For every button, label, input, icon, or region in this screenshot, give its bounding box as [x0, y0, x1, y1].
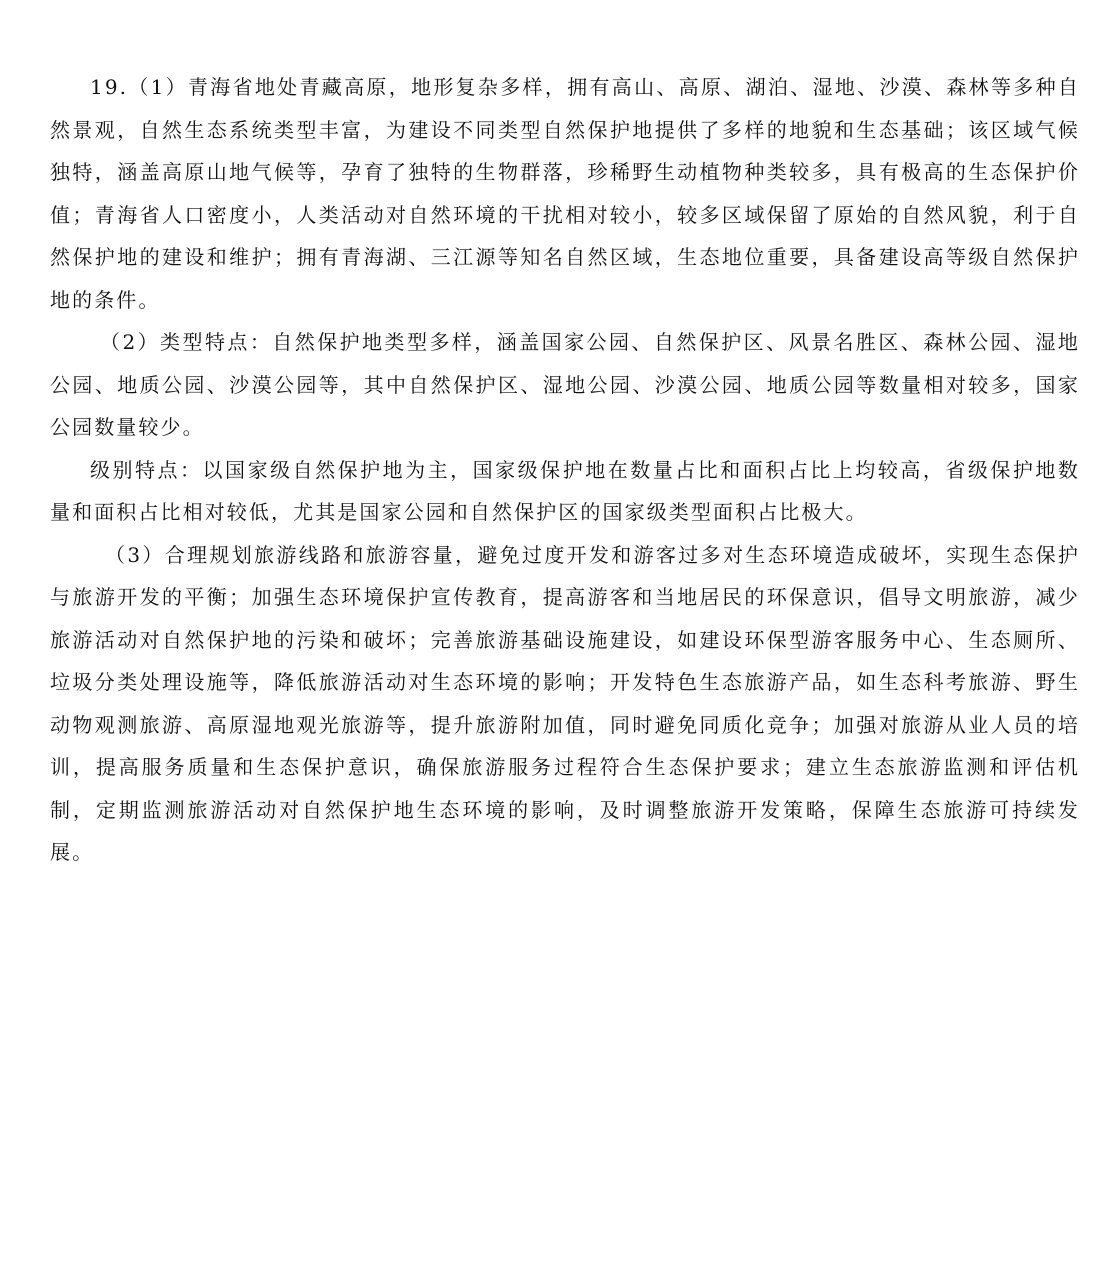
answer-q19-part3: （3）合理规划旅游线路和旅游容量，避免过度开发和游客过多对生态环境造成破坏，实现生态保护与旅游开发的平衡；加强生态环境保护宣传教育，提高游客和当地居民的环保意识，倡导文明旅游，减少旅游活动对自然保护地的污染和破坏；完善旅游基础设施建设，如建设环保型游客服务中心、生态厕所、垃圾分类处理设施等，降低旅游活动对生态环境的影响；开发特色生态旅游产品，如生态科考旅游、野生动物观测旅游、高原湿地观光旅游等，提升旅游附加值，同时避免同质化竞争；加强对旅游从业人员的培训，提高服务质量和生态保护意识，确保旅游服务过程符合生态保护要求；建立生态旅游监测和评估机制，定期监测旅游活动对自然保护地生态环境的影响，及时调整旅游开发策略，保障生态旅游可持续发展。 — [50, 542, 1080, 864]
answer-document — [50, 66, 1080, 874]
answer-q19-part2-level: 级别特点：以国家级自然保护地为主，国家级保护地在数量占比和面积占比上均较高，省级保护地数量和面积占比相对较低，尤其是国家公园和自然保护区的国家级类型面积占比极大。 — [50, 457, 1080, 524]
answer-q19-part1: 19.（1）青海省地处青藏高原，地形复杂多样，拥有高山、高原、湖泊、湿地、沙漠、森林等多种自然景观，自然生态系统类型丰富，为建设不同类型自然保护地提供了多样的地貌和生态基础；该区域气候独特，涵盖高原山地气候等，孕育了独特的生物群落，珍稀野生动植物种类较多，具有极高的生态保护价值；青海省人口密度小，人类活动对自然环境的干扰相对较小，较多区域保留了原始的自然风貌，利于自然保护地的建设和维护；拥有青海湖、三江源等知名自然区域，生态地位重要，具备建设高等级自然保护地的条件。 — [50, 75, 1080, 312]
answer-q19-part2-type: （2）类型特点：自然保护地类型多样，涵盖国家公园、自然保护区、风景名胜区、森林公园、湿地公园、地质公园、沙漠公园等，其中自然保护区、湿地公园、沙漠公园、地质公园等数量相对较多，国家公园数量较少。 — [50, 330, 1080, 439]
